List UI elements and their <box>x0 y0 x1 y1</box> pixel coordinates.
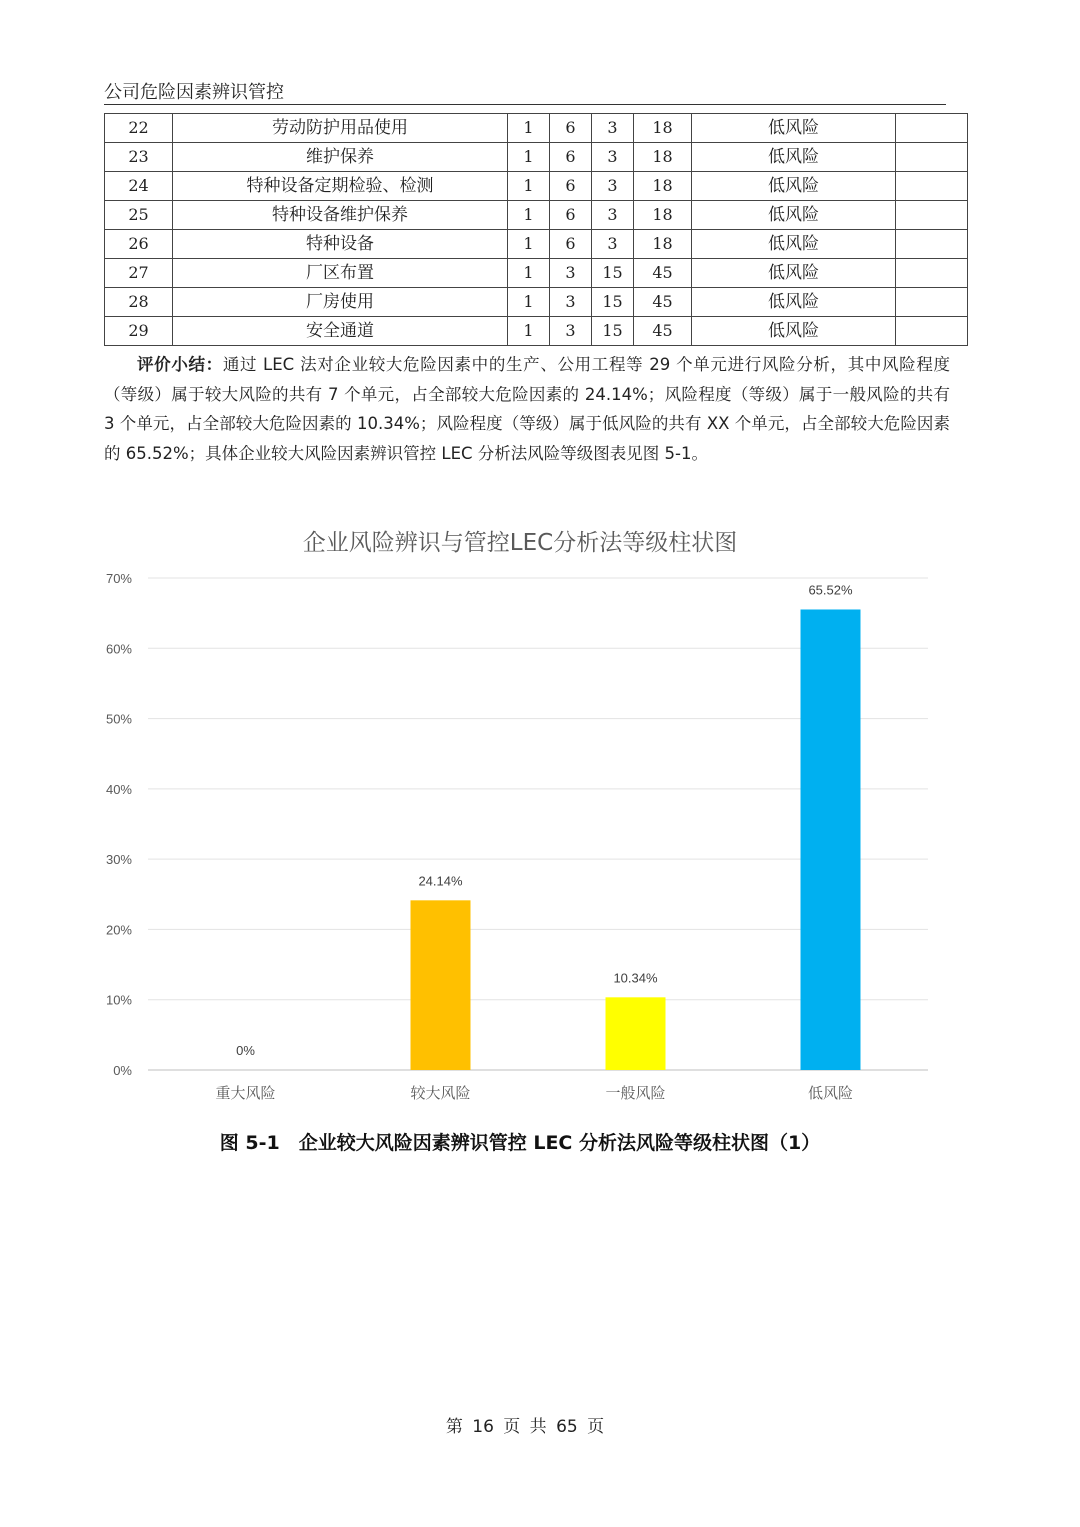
bar-3 <box>606 997 666 1070</box>
cell-e-value: 3 <box>550 259 592 288</box>
cell-d-value: 18 <box>634 172 692 201</box>
cell-e-value: 3 <box>550 317 592 346</box>
cell-e-value: 6 <box>550 172 592 201</box>
cell-c-value: 3 <box>592 114 634 143</box>
cell-c-value: 3 <box>592 143 634 172</box>
cell-row-index: 27 <box>105 259 173 288</box>
cell-d-value: 45 <box>634 259 692 288</box>
cell-l-value: 1 <box>508 230 550 259</box>
cell-l-value: 1 <box>508 114 550 143</box>
y-tick-label: 60% <box>105 641 132 657</box>
cell-d-value: 18 <box>634 201 692 230</box>
cell-row-index: 23 <box>105 143 173 172</box>
cell-hazard-unit: 维护保养 <box>173 143 508 172</box>
cell-c-value: 3 <box>592 230 634 259</box>
cell-c-value: 15 <box>592 317 634 346</box>
cell-hazard-unit: 特种设备定期检验、检测 <box>173 172 508 201</box>
cell-d-value: 18 <box>634 143 692 172</box>
cell-e-value: 6 <box>550 114 592 143</box>
y-tick-label: 50% <box>105 711 132 727</box>
cell-risk-level: 低风险 <box>692 230 896 259</box>
bar-2 <box>411 900 471 1070</box>
page-footer: 第 16 页 共 65 页 <box>445 1417 605 1437</box>
bar-data-label: 65.52% <box>808 582 853 598</box>
cell-e-value: 3 <box>550 288 592 317</box>
cell-row-index: 29 <box>105 317 173 346</box>
cell-row-index: 26 <box>105 230 173 259</box>
cell-l-value: 1 <box>508 317 550 346</box>
cell-hazard-unit: 厂区布置 <box>173 259 508 288</box>
cell-risk-level: 低风险 <box>692 259 896 288</box>
y-tick-label: 20% <box>105 922 132 938</box>
cell-risk-level: 低风险 <box>692 288 896 317</box>
y-tick-label: 70% <box>105 571 132 586</box>
cell-c-value: 3 <box>592 201 634 230</box>
cell-risk-level: 低风险 <box>692 172 896 201</box>
cell-c-value: 15 <box>592 288 634 317</box>
cell-row-index: 24 <box>105 172 173 201</box>
cell-l-value: 1 <box>508 143 550 172</box>
cell-e-value: 6 <box>550 143 592 172</box>
x-category-label: 低风险 <box>807 1084 854 1102</box>
bar-4 <box>801 609 861 1070</box>
cell-hazard-unit: 安全通道 <box>173 317 508 346</box>
cell-row-index: 28 <box>105 288 173 317</box>
cell-d-value: 45 <box>634 288 692 317</box>
cell-risk-level: 低风险 <box>692 201 896 230</box>
cell-e-value: 6 <box>550 201 592 230</box>
cell-l-value: 1 <box>508 172 550 201</box>
cell-l-value: 1 <box>508 259 550 288</box>
cell-risk-level: 低风险 <box>692 114 896 143</box>
document-header-title: 公司危险因素辨识管控 <box>104 82 284 103</box>
y-tick-label: 0% <box>113 1063 132 1078</box>
y-tick-label: 30% <box>105 852 132 868</box>
y-tick-label: 10% <box>105 992 132 1008</box>
cell-d-value: 18 <box>634 114 692 143</box>
y-tick-label: 40% <box>105 781 132 797</box>
cell-d-value: 18 <box>634 230 692 259</box>
cell-c-value: 3 <box>592 172 634 201</box>
bar-data-label: 0% <box>236 1043 255 1058</box>
cell-hazard-unit: 特种设备 <box>173 230 508 259</box>
cell-hazard-unit: 劳动防护用品使用 <box>173 114 508 143</box>
x-category-label: 重大风险 <box>215 1084 276 1102</box>
summary-text: 通过 LEC 法对企业较大危险因素中的生产、公用工程等 29 个单元进行风险分析，其中风险程度（等级）属于较大风险的共有 7 个单元，占全部较大危险因素的 24.14%；风险程度（等级）属于一般风险的共有 3 个单元，占全部较大危险因素的 10.34%；风险程度（等级）属于低风险的共有 XX 个单元，占全部较大危险因素的 65.52%；具体企业较大风险因素辨识管控 LEC 分析法风险等级图表见图 5-1。 <box>104 355 950 463</box>
x-category-label: 一般风险 <box>605 1084 666 1102</box>
cell-risk-level: 低风险 <box>692 317 896 346</box>
bar-data-label: 24.14% <box>418 873 463 889</box>
cell-l-value: 1 <box>508 201 550 230</box>
figure-caption: 图 5-1 企业较大风险因素辨识管控 LEC 分析法风险等级柱状图（1） <box>219 1132 821 1154</box>
cell-risk-level: 低风险 <box>692 143 896 172</box>
cell-d-value: 45 <box>634 317 692 346</box>
chart-title: 企业风险辨识与管控LEC分析法等级柱状图 <box>302 530 738 556</box>
cell-row-index: 22 <box>105 114 173 143</box>
x-category-label: 较大风险 <box>410 1084 471 1102</box>
cell-hazard-unit: 厂房使用 <box>173 288 508 317</box>
summary-lead: 评价小结： <box>137 355 223 374</box>
cell-c-value: 15 <box>592 259 634 288</box>
bar-data-label: 10.34% <box>613 970 658 986</box>
cell-e-value: 6 <box>550 230 592 259</box>
cell-row-index: 25 <box>105 201 173 230</box>
cell-hazard-unit: 特种设备维护保养 <box>173 201 508 230</box>
cell-l-value: 1 <box>508 288 550 317</box>
